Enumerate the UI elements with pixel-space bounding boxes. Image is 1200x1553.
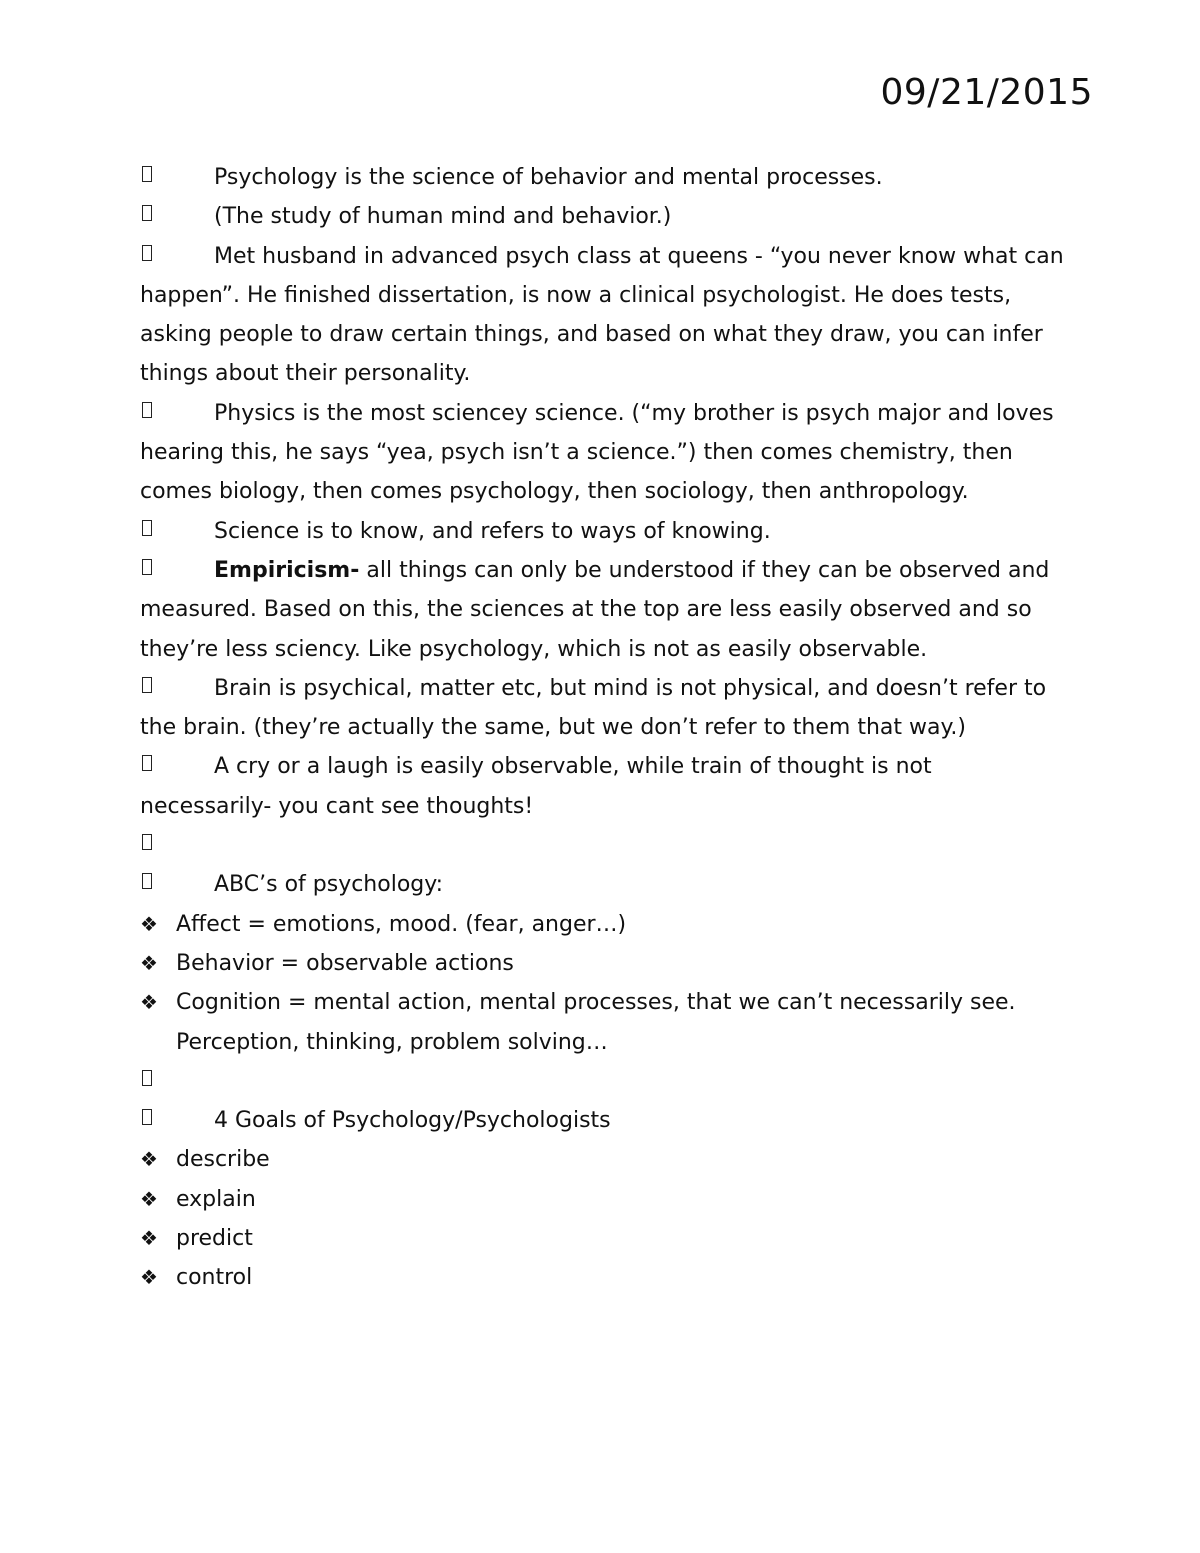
empty-list-item <box>140 1062 1065 1101</box>
diamond-bullet-icon: ❖ <box>140 1226 158 1251</box>
list-item: Met husband in advanced psych class at queens - “you never know what can happen”. He finished dissertation, is now a clinical psychologist. He does tests, asking people to draw certain things, and based on what they draw, you can infer things about their personality. <box>140 237 1065 394</box>
goals-heading: 4 Goals of Psychology/Psychologists <box>140 1101 1065 1140</box>
missing-glyph-box-icon <box>142 551 214 590</box>
missing-glyph-box-icon <box>142 237 214 276</box>
missing-glyph-box-icon <box>142 158 214 197</box>
diamond-bullet-icon: ❖ <box>140 990 158 1015</box>
goal-item-explain: ❖ explain <box>140 1180 1065 1219</box>
abc-item-behavior: ❖ Behavior = observable actions <box>140 944 1065 983</box>
list-item: (The study of human mind and behavior.) <box>140 197 1065 236</box>
document-date: 09/21/2015 <box>880 72 1093 113</box>
missing-glyph-box-icon <box>142 394 214 433</box>
list-item: Science is to know, and refers to ways of knowing. <box>140 512 1065 551</box>
list-item: A cry or a laugh is easily observable, while train of thought is not necessarily- you cant see thoughts! <box>140 747 1065 826</box>
goal-item-control: ❖ control <box>140 1258 1065 1297</box>
missing-glyph-box-icon <box>142 1062 214 1101</box>
abc-item-affect: ❖ Affect = emotions, mood. (fear, anger…) <box>140 905 1065 944</box>
missing-glyph-box-icon <box>142 1101 214 1140</box>
missing-glyph-box-icon <box>142 747 214 786</box>
missing-glyph-box-icon <box>142 826 214 865</box>
list-item: Brain is psychical, matter etc, but mind is not physical, and doesn’t refer to the brain. (they’re actually the same, but we don’t refer to them that way.) <box>140 669 1065 748</box>
missing-glyph-box-icon <box>142 512 214 551</box>
list-item: Psychology is the science of behavior and mental processes. <box>140 158 1065 197</box>
diamond-bullet-icon: ❖ <box>140 1265 158 1290</box>
goal-item-predict: ❖ predict <box>140 1219 1065 1258</box>
list-item: Empiricism- all things can only be understood if they can be observed and measured. Based on this, the sciences at the top are less easily observed and so they’re less sciency. Like psychology, which is not as easily observable. <box>140 551 1065 669</box>
diamond-bullet-icon: ❖ <box>140 1186 158 1211</box>
abc-item-cognition: ❖ Cognition = mental action, mental processes, that we can’t necessarily see. Perception, thinking, problem solving… <box>140 983 1065 1062</box>
goal-item-describe: ❖ describe <box>140 1140 1065 1179</box>
notes-body <box>140 158 1065 1298</box>
diamond-bullet-icon: ❖ <box>140 950 158 975</box>
missing-glyph-box-icon <box>142 197 214 236</box>
missing-glyph-box-icon <box>142 669 214 708</box>
diamond-bullet-icon: ❖ <box>140 1147 158 1172</box>
abc-heading: ABC’s of psychology: <box>140 865 1065 904</box>
list-item: Physics is the most sciencey science. (“my brother is psych major and loves hearing this, he says “yea, psych isn’t a science.”) then comes chemistry, then comes biology, then comes psychology, then sociology, then anthropology. <box>140 394 1065 512</box>
diamond-bullet-icon: ❖ <box>140 911 158 936</box>
empty-list-item <box>140 826 1065 865</box>
term-empiricism: Empiricism- <box>214 557 360 583</box>
missing-glyph-box-icon <box>142 865 214 904</box>
